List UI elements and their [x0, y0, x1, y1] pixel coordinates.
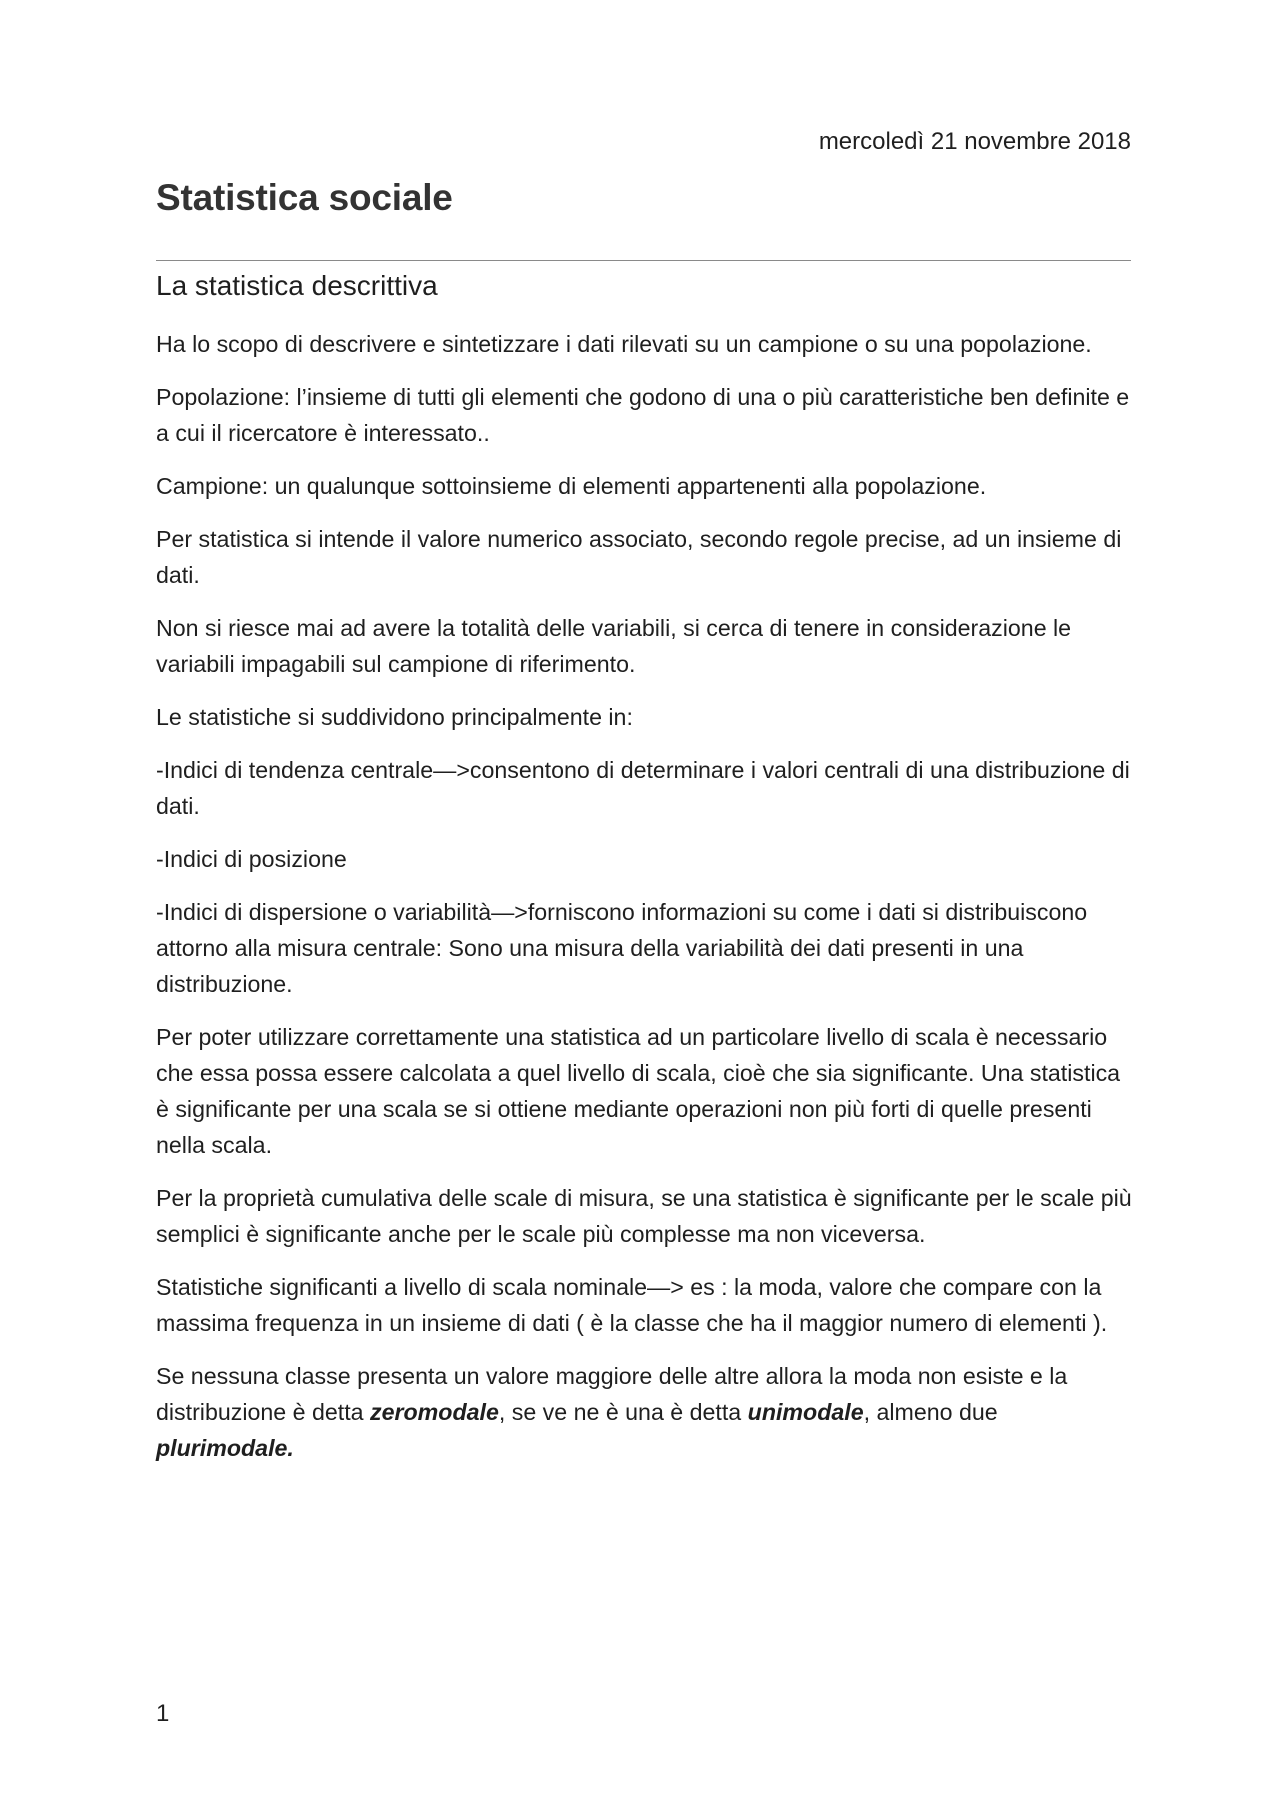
paragraph-modality [156, 1358, 1136, 1466]
paragraph: -Indici di posizione [156, 846, 347, 872]
paragraph: Per poter utilizzare correttamente una statistica ad un particolare livello di scala è necessario che essa possa essere calcolata a quel livello di scala, cioè che sia significante. Una statistica è significante per una scala se si ottiene mediante operazioni non più forti di quelle presenti nella scala. [156, 1024, 1121, 1158]
document-title: Statistica sociale [156, 177, 453, 218]
term-zeromodale: zeromodale [369, 1399, 499, 1425]
paragraph-text: , se ve ne è una è detta [498, 1399, 748, 1425]
paragraph: -Indici di dispersione o variabilità—>forniscono informazioni su come i dati si distribuiscono attorno alla misura centrale: Sono una misura della variabilità dei dati presenti in una distribuzione. [156, 899, 1088, 997]
term-plurimodale: plurimodale. [156, 1435, 294, 1461]
paragraph: Per la proprietà cumulativa delle scale di misura, se una statistica è significante per le scale più semplici è significante anche per le scale più complesse ma non viceversa. [156, 1185, 1132, 1247]
term-unimodale: unimodale [747, 1399, 864, 1425]
paragraph: Popolazione: l’insieme di tutti gli elementi che godono di una o più caratteristiche ben definite e a cui il ricercatore è interessato.. [156, 384, 1130, 446]
page-number: 1 [156, 1700, 170, 1727]
paragraph: -Indici di tendenza centrale—>consentono di determinare i valori centrali di una distribuzione di dati. [156, 757, 1130, 819]
paragraph: Non si riesce mai ad avere la totalità delle variabili, si cerca di tenere in considerazione le variabili impagabili sul campione di riferimento. [156, 615, 1072, 677]
paragraph: Ha lo scopo di descrivere e sintetizzare i dati rilevati su un campione o su una popolazione. [156, 331, 1092, 357]
paragraph-text: , almeno due [863, 1399, 1011, 1425]
section-title: La statistica descrittiva [156, 270, 438, 301]
document-body [156, 326, 1136, 1483]
document-date: mercoledì 21 novembre 2018 [818, 128, 1131, 155]
paragraph-text: Se nessuna classe presenta un valore maggiore delle altre allora la moda non esiste e la distribuzione è detta [156, 1363, 1068, 1425]
paragraph: Campione: un qualunque sottoinsieme di elementi appartenenti alla popolazione. [156, 473, 987, 499]
paragraph: Per statistica si intende il valore numerico associato, secondo regole precise, ad un insieme di dati. [156, 526, 1122, 588]
paragraph: Le statistiche si suddividono principalmente in: [156, 704, 633, 730]
title-divider [156, 260, 1131, 261]
paragraph: Statistiche significanti a livello di scala nominale—> es : la moda, valore che compare con la massima frequenza in un insieme di dati ( è la classe che ha il maggior numero di elementi ). [156, 1274, 1108, 1336]
